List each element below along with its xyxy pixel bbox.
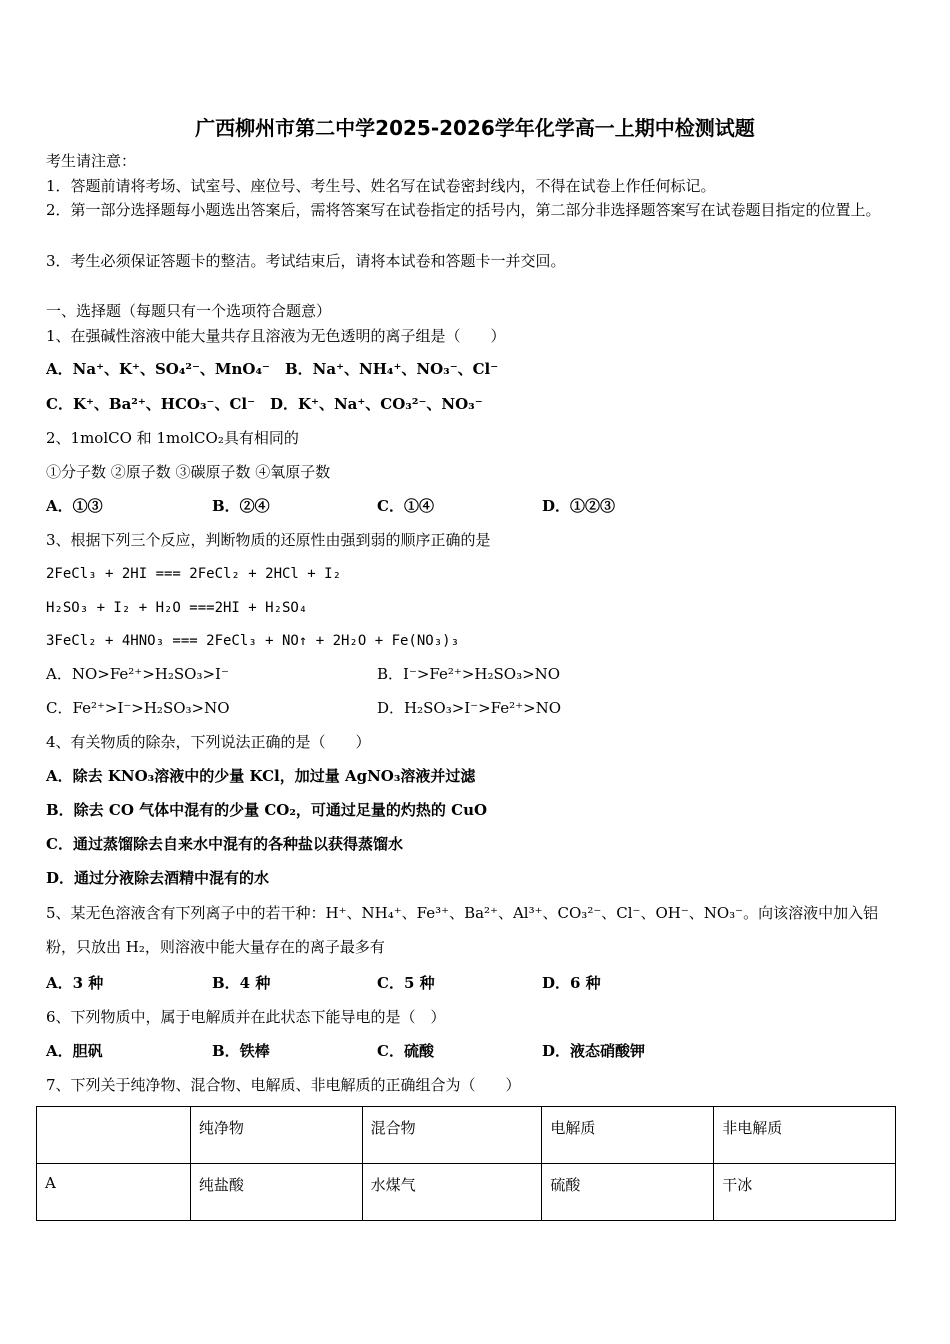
q5-option-c: C．5 种 [377,974,435,992]
q6-stem: 6、下列物质中，属于电解质并在此状态下能导电的是（ ） [46,1008,446,1026]
q2-stem: 2、1molCO 和 1molCO₂具有相同的 [46,429,299,447]
q5-stem: 5、某无色溶液含有下列离子中的若干种：H⁺、NH₄⁺、Fe³⁺、Ba²⁺、Al³⁺、CO₃²⁻、Cl⁻、OH⁻、NO₃⁻。向该溶液中加入铝粉，只放出 H₂，则溶液中能大量存在的离子最多有 [46,904,879,956]
q3-stem: 3、根据下列三个反应，判断物质的还原性由强到弱的顺序正确的是 [46,531,491,549]
table-row [37,1164,896,1221]
notice-item-1: 1．答题前请将考场、试室号、座位号、考生号、姓名写在试卷密封线内，不得在试卷上作任何标记。 [46,177,716,195]
table-cell: 纯盐酸 [190,1164,362,1221]
table-header-row [37,1107,896,1164]
page-title: 广西柳州市第二中学2025-2026学年化学高一上期中检测试题 [195,116,755,140]
q2-option-b: B．②④ [212,497,270,515]
q6-option-d: D．液态硝酸钾 [542,1042,646,1060]
table-cell: A [37,1164,191,1221]
section-heading: 一、选择题（每题只有一个选项符合题意） [46,302,332,320]
q2-option-d: D．①②③ [542,497,616,515]
q7-table [36,1106,896,1221]
q5-option-d: D．6 种 [542,974,601,992]
q4-option-a: A．除去 KNO₃溶液中的少量 KCl，加过量 AgNO₃溶液并过滤 [46,767,476,785]
q4-option-b: B．除去 CO 气体中混有的少量 CO₂，可通过足量的灼热的 CuO [46,801,488,819]
q6-option-c: C．硫酸 [377,1042,434,1060]
table-header-cell: 非电解质 [714,1107,896,1164]
notice-heading: 考生请注意： [46,152,137,170]
q4-option-d: D．通过分液除去酒精中混有的水 [46,869,270,887]
q7-stem: 7、下列关于纯净物、混合物、电解质、非电解质的正确组合为（ ） [46,1076,521,1094]
table-header-cell: 混合物 [362,1107,542,1164]
q1-options-ab: A．Na⁺、K⁺、SO₄²⁻、MnO₄⁻ B．Na⁺、NH₄⁺、NO₃⁻、Cl⁻ [46,360,499,378]
q3-option-a: A．NO>Fe²⁺>H₂SO₃>I⁻ [46,665,229,683]
q1-options-cd: C．K⁺、Ba²⁺、HCO₃⁻、Cl⁻ D．K⁺、Na⁺、CO₃²⁻、NO₃⁻ [46,395,483,413]
table-header-cell: 电解质 [542,1107,714,1164]
q5-option-a: A．3 种 [46,974,104,992]
q2-items: ①分子数 ②原子数 ③碳原子数 ④氧原子数 [46,463,331,481]
table-cell: 硫酸 [542,1164,714,1221]
q1-stem: 1、在强碱性溶液中能大量共存且溶液为无色透明的离子组是（ ） [46,327,506,345]
q3-reaction-1: 2FeCl₃ + 2HI === 2FeCl₂ + 2HCl + I₂ [46,566,342,582]
q3-option-d: D．H₂SO₃>I⁻>Fe²⁺>NO [377,699,562,717]
q3-option-b: B．I⁻>Fe²⁺>H₂SO₃>NO [377,665,561,683]
q3-reaction-2: H₂SO₃ + I₂ + H₂O ===2HI + H₂SO₄ [46,600,308,616]
q3-option-c: C．Fe²⁺>I⁻>H₂SO₃>NO [46,699,230,717]
notice-item-3: 3．考生必须保证答题卡的整洁。考试结束后，请将本试卷和答题卡一并交回。 [46,252,566,270]
q4-option-c: C．通过蒸馏除去自来水中混有的各种盐以获得蒸馏水 [46,835,403,853]
q4-stem: 4、有关物质的除杂，下列说法正确的是（ ） [46,733,371,751]
table-header-cell [37,1107,191,1164]
notice-item-2: 2．第一部分选择题每小题选出答案后，需将答案写在试卷指定的括号内，第二部分非选择题答案写在试卷题目指定的位置上。 [46,201,881,219]
q6-option-b: B．铁棒 [212,1042,270,1060]
table-header-cell: 纯净物 [190,1107,362,1164]
q2-option-a: A．①③ [46,497,103,515]
table-cell: 干冰 [714,1164,896,1221]
q3-reaction-3: 3FeCl₂ + 4HNO₃ === 2FeCl₃ + NO↑ + 2H₂O + Fe(NO₃)₃ [46,633,460,649]
table-cell: 水煤气 [362,1164,542,1221]
q2-option-c: C．①④ [377,497,434,515]
q5-option-b: B．4 种 [212,974,271,992]
q6-option-a: A．胆矾 [46,1042,103,1060]
